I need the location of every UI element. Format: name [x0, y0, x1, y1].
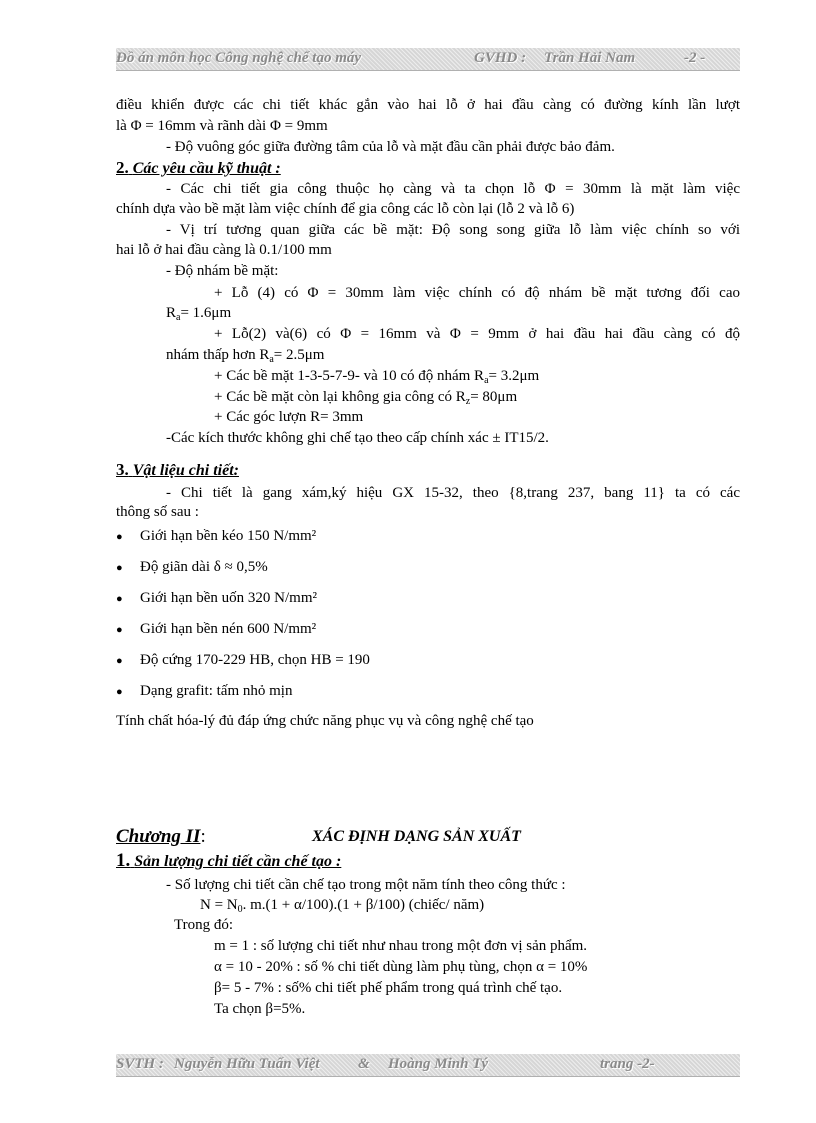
property-item-3: Giới hạn bền uốn 320 N/mm² [140, 590, 317, 606]
section3-number: 3. [116, 460, 129, 479]
section2-roughness: - Độ nhám bề mặt: [166, 263, 279, 279]
tolerance-line: -Các kích thước không ghi chế tạo theo cấp chính xác ± IT15/2. [166, 430, 549, 446]
r2b-value: = 2.5μm [273, 347, 325, 363]
footer-label: SVTH : [116, 1056, 164, 1072]
chapter-title: XÁC ĐỊNH DẠNG SẢN XUẤT [312, 828, 521, 845]
header-page-mark: -2 - [684, 50, 706, 66]
section3-heading [116, 460, 239, 480]
bullet-dot-icon: ● [116, 562, 123, 574]
r2b-text: nhám thấp hơn R [166, 347, 270, 363]
section2-p2b: hai lỗ ở hai đầu càng là 0.1/100 mm [116, 242, 332, 258]
formula-start: N = N [200, 897, 238, 913]
r4-sub: z [465, 396, 471, 407]
page-footer [116, 1054, 740, 1077]
chapter2-section1-heading [116, 850, 341, 872]
footer-ampersand: & [358, 1056, 370, 1072]
formula-rest: . m.(1 + α/100).(1 + β/100) (chiếc/ năm) [242, 897, 485, 913]
definition-alpha: α = 10 - 20% : số % chi tiết dùng làm phụ tùng, chọn α = 10% [214, 959, 588, 975]
chapter2-section1-title: Sản lượng chi tiết cần chế tạo : [134, 853, 342, 870]
chapter-label: Chương II [116, 826, 201, 847]
bullet-dot-icon: ● [116, 624, 123, 636]
roughness-item-2a: + Lỗ(2) và(6) có Φ = 16mm và Φ = 9mm ở hai đầu hai đầu càng có độ [214, 326, 740, 342]
section2-number: 2. [116, 158, 129, 177]
footer-student-1: Nguyễn Hữu Tuấn Việt [174, 1056, 320, 1072]
property-item-5: Độ cứng 170-229 HB, chọn HB = 190 [140, 652, 370, 668]
property-item-6: Dạng grafit: tấm nhỏ mịn [140, 683, 293, 699]
r2b-sub: a [269, 354, 274, 365]
bullet-dot-icon: ● [116, 531, 123, 543]
bullet-dot-icon: ● [116, 593, 123, 605]
page-header [116, 48, 740, 71]
property-item-2: Độ giãn dài δ ≈ 0,5% [140, 559, 268, 575]
header-advisor-name: Trần Hải Nam [544, 50, 636, 66]
property-item-1: Giới hạn bền kéo 150 N/mm² [140, 528, 317, 544]
intro-line-2: là Φ = 16mm và rãnh dài Φ = 9mm [116, 118, 328, 134]
r1b-value: = 1.6μm [180, 305, 232, 321]
r3-text: + Các bề mặt 1-3-5-7-9- và 10 có độ nhám R [214, 368, 485, 384]
property-item-4: Giới hạn bền nén 600 N/mm² [140, 621, 317, 637]
r1b-sub: a [176, 312, 181, 323]
roughness-item-1a: + Lỗ (4) có Φ = 30mm làm việc chính có độ nhám bề mặt tương đối cao [214, 285, 740, 301]
intro-line-1: điều khiển được các chi tiết khác gắn vào hai lỗ ở hai đầu càng có đường kính lần lượt [116, 97, 740, 113]
roughness-item-3 [214, 367, 539, 385]
header-course: Đồ án môn học Công nghệ chế tạo máy [116, 50, 362, 66]
r4-value: = 80μm [470, 389, 518, 405]
r3-sub: a [484, 375, 489, 386]
section2-p1b: chính dựa vào bề mặt làm việc chính để gia công các lỗ còn lại (lỗ 2 và lỗ 6) [116, 201, 575, 217]
chapter-heading [116, 826, 206, 848]
header-advisor-label: GVHD : [474, 50, 527, 66]
footer-page: trang -2- [600, 1056, 655, 1072]
footer-student-2: Hoàng Minh Tý [388, 1056, 489, 1072]
section3-p1b: thông số sau : [116, 504, 199, 520]
quantity-formula [200, 896, 484, 914]
bullet-dot-icon: ● [116, 655, 123, 667]
roughness-item-1b [166, 304, 231, 322]
quantity-intro: - Số lượng chi tiết cần chế tạo trong một năm tính theo công thức : [166, 877, 566, 893]
intro-line-3: - Độ vuông góc giữa đường tâm của lỗ và mặt đầu cần phải được bảo đảm. [166, 139, 615, 155]
chapter-colon: : [200, 826, 206, 847]
r3-value: = 3.2μm [488, 368, 540, 384]
definition-m: m = 1 : số lượng chi tiết như nhau trong một đơn vị sản phẩm. [214, 938, 588, 954]
section3-title: Vật liệu chi tiết: [132, 462, 239, 479]
choose-beta: Ta chọn β=5%. [214, 1001, 306, 1017]
section3-p1a: - Chi tiết là gang xám,ký hiệu GX 15-32, theo {8,trang 237, bang 11} ta có các [166, 485, 740, 501]
bullet-dot-icon: ● [116, 686, 123, 698]
roughness-item-5: + Các góc lượn R= 3mm [214, 409, 364, 425]
section2-heading [116, 158, 281, 178]
r4-text: + Các bề mặt còn lại không gia công có R [214, 389, 466, 405]
section2-title: Các yêu cầu kỹ thuật : [132, 160, 281, 177]
roughness-item-4 [214, 388, 517, 406]
section2-p1a: - Các chi tiết gia công thuộc họ càng và ta chọn lỗ Φ = 30mm là mặt làm việc [166, 181, 740, 197]
section3-conclusion: Tính chất hóa-lý đủ đáp ứng chức năng phục vụ và công nghệ chế tạo [116, 713, 534, 729]
definition-beta: β= 5 - 7% : số% chi tiết phế phẩm trong quá trình chế tạo. [214, 980, 563, 996]
where-label: Trong đó: [174, 917, 234, 933]
section2-p2a: - Vị trí tương quan giữa các bề mặt: Độ song song giữa lỗ làm việc chính so với [166, 222, 740, 238]
roughness-item-2b [166, 346, 324, 364]
chapter2-section1-number: 1. [116, 850, 131, 871]
formula-sub: 0 [237, 904, 243, 915]
r1b-symbol: R [166, 305, 177, 321]
